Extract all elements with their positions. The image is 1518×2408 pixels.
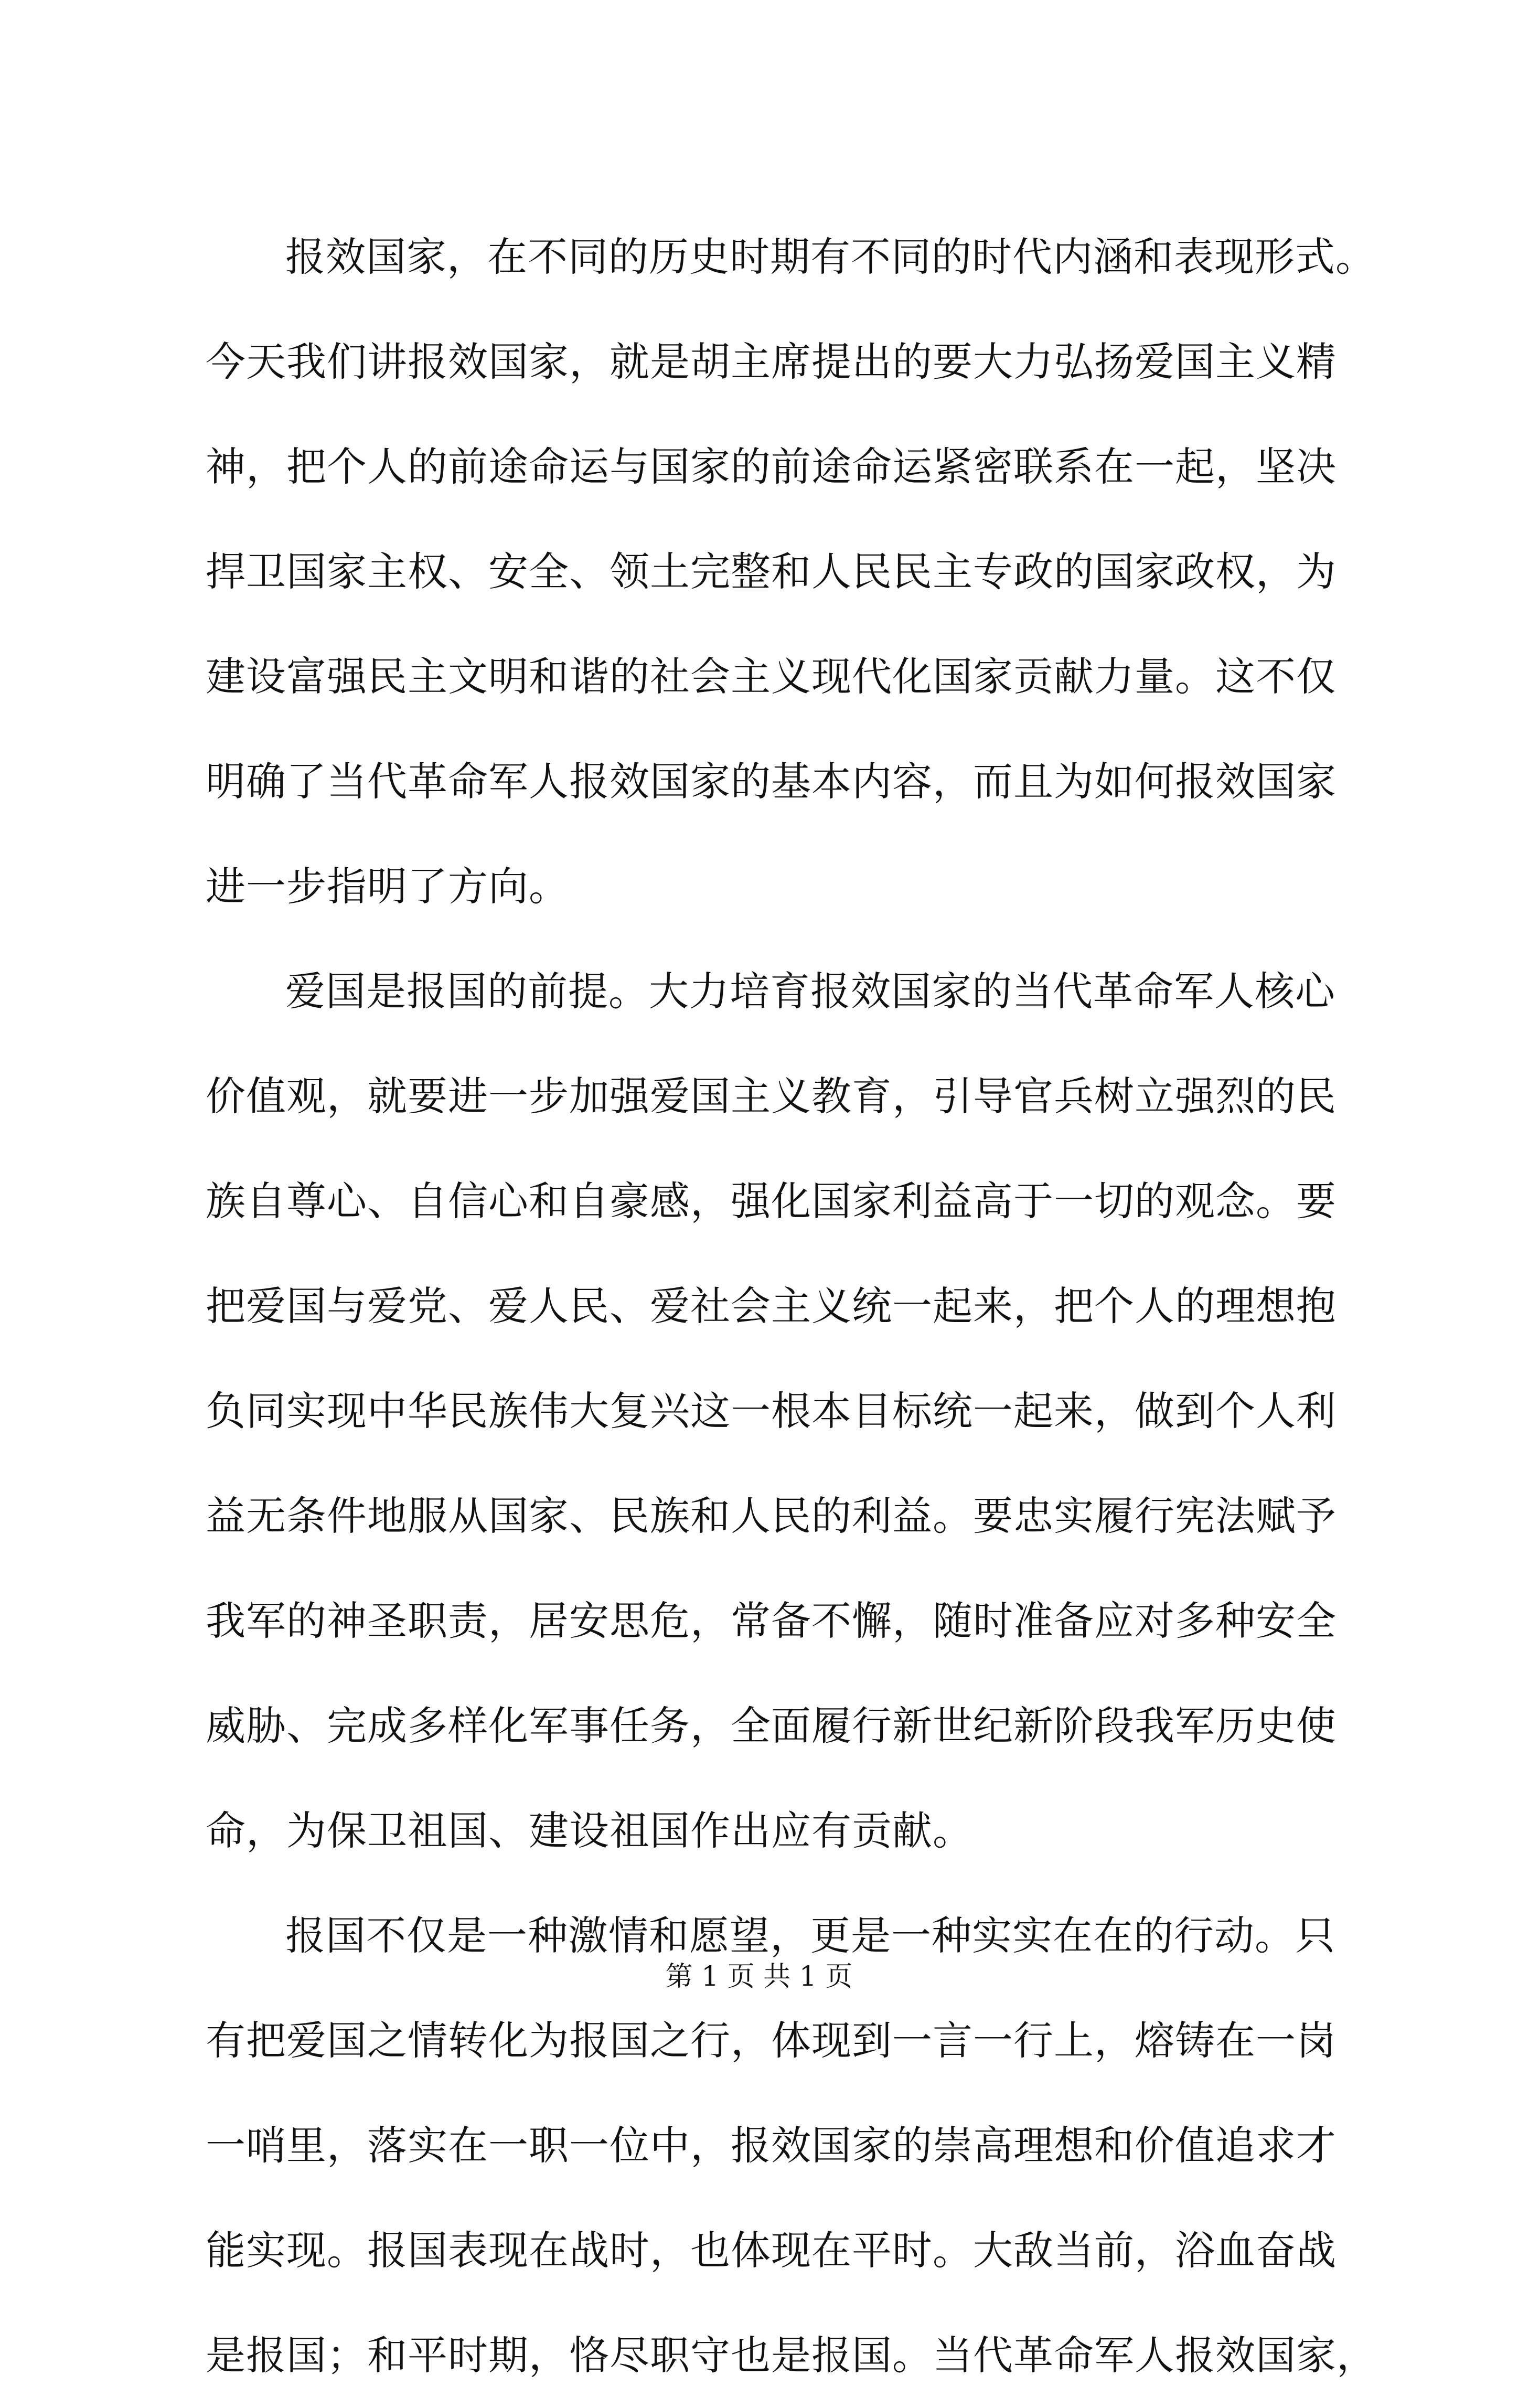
text-line: 神，把个人的前途命运与国家的前途命运紧密联系在一起，坚决 <box>206 443 1337 490</box>
text-line: 价值观，就要进一步加强爱国主义教育，引导官兵树立强烈的民 <box>206 1073 1337 1120</box>
text-line: 今天我们讲报效国家，就是胡主席提出的要大力弘扬爱国主义精 <box>206 338 1337 385</box>
text-line: 是报国；和平时期，恪尽职守也是报国。当代革命军人报效国家， <box>206 2332 1377 2379</box>
text-line: 爱国是报国的前提。大力培育报效国家的当代革命军人核心 <box>285 968 1335 1015</box>
text-line: 有把爱国之情转化为报国之行，体现到一言一行上，熔铸在一岗 <box>206 2017 1337 2064</box>
text-line: 建设富强民主文明和谐的社会主义现代化国家贡献力量。这不仅 <box>206 653 1337 700</box>
text-line: 威胁、完成多样化军事任务，全面履行新世纪新阶段我军历史使 <box>206 1702 1337 1749</box>
text-line: 报效国家，在不同的历史时期有不同的时代内涵和表现形式。 <box>285 233 1376 280</box>
text-line: 把爱国与爱党、爱人民、爱社会主义统一起来，把个人的理想抱 <box>206 1283 1337 1329</box>
text-line: 捍卫国家主权、安全、领土完整和人民民主专政的国家政权，为 <box>206 548 1337 595</box>
text-line: 族自尊心、自信心和自豪感，强化国家利益高于一切的观念。要 <box>206 1178 1337 1224</box>
document-body <box>206 205 1377 2408</box>
text-line: 进一步指明了方向。 <box>206 863 569 910</box>
text-line: 明确了当代革命军人报效国家的基本内容，而且为如何报效国家 <box>206 758 1337 805</box>
text-line: 命，为保卫祖国、建设祖国作出应有贡献。 <box>206 1807 973 1854</box>
text-line: 报国不仅是一种激情和愿望，更是一种实实在在的行动。只 <box>285 1912 1335 1959</box>
text-line: 负同实现中华民族伟大复兴这一根本目标统一起来，做到个人利 <box>206 1388 1337 1434</box>
text-line: 益无条件地服从国家、民族和人民的利益。要忠实履行宪法赋予 <box>206 1493 1337 1539</box>
page-footer: 第 1 页 共 1 页 <box>665 1961 853 1993</box>
text-line: 一哨里，落实在一职一位中，报效国家的崇高理想和价值追求才 <box>206 2122 1337 2169</box>
text-line: 能实现。报国表现在战时，也体现在平时。大敌当前，浴血奋战 <box>206 2227 1337 2274</box>
text-line: 我军的神圣职责，居安思危，常备不懈，随时准备应对多种安全 <box>206 1597 1337 1644</box>
